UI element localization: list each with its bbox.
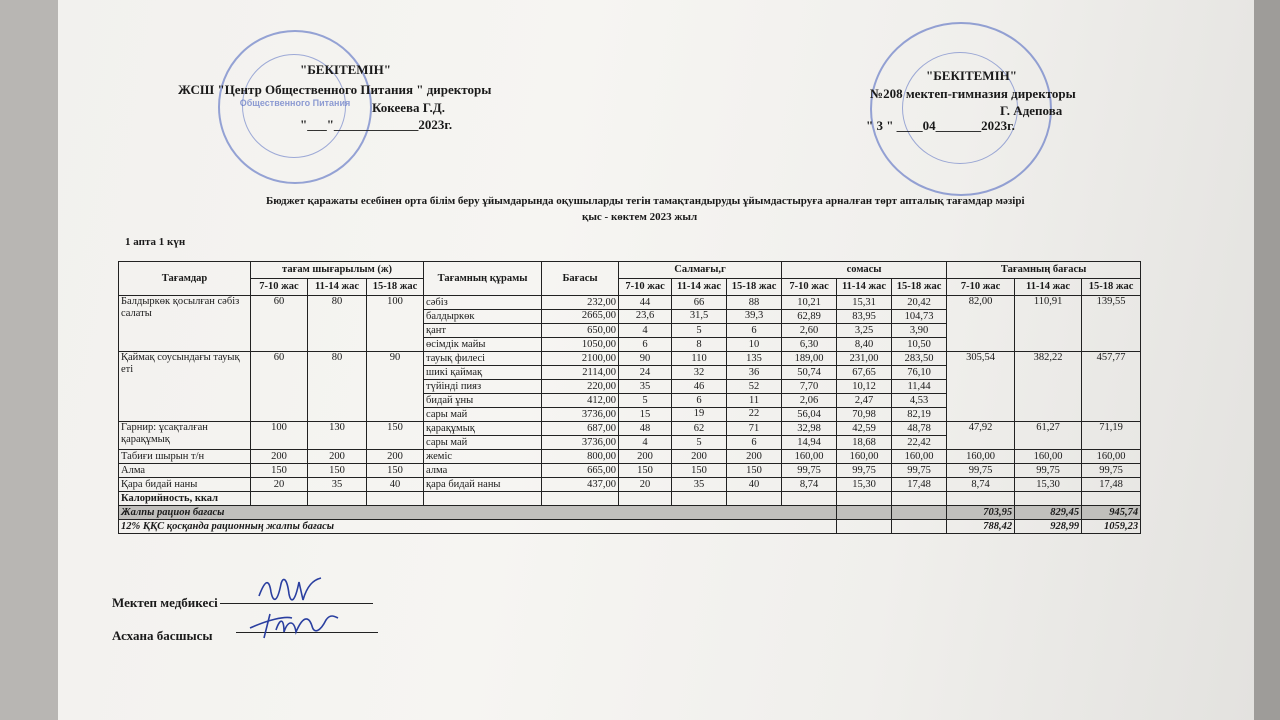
sum-cell: 99,75 xyxy=(782,464,837,478)
kitchen-head-label: Асхана басшысы xyxy=(112,628,213,643)
weight-cell: 6 xyxy=(672,394,727,408)
sum-cell: 99,75 xyxy=(837,464,892,478)
weight-cell: 48 xyxy=(619,422,672,436)
right-approval-date: " 3 " ____04_______2023г. xyxy=(866,118,1015,133)
weight-cell: 11 xyxy=(727,394,782,408)
table-row xyxy=(119,450,1141,464)
dish-total-cell: 160,00 xyxy=(1015,450,1082,464)
vat-total-label: 12% ҚҚС қосқанда рационның жалпы бағасы xyxy=(119,520,837,534)
header-age: 11-14 жас xyxy=(1015,279,1082,296)
sum-cell: 2,47 xyxy=(837,394,892,408)
right-approval-line: №208 мектеп-гимназия директоры xyxy=(870,86,1076,101)
left-approval-date: "___"_____________2023г. xyxy=(300,117,453,132)
sum-cell: 83,95 xyxy=(837,310,892,324)
header-age: 11-14 жас xyxy=(308,279,367,296)
menu-body xyxy=(119,296,1141,534)
dish-total-cell: 160,00 xyxy=(1082,450,1141,464)
sum-cell: 32,98 xyxy=(782,422,837,436)
weight-cell: 5 xyxy=(619,394,672,408)
weight-cell: 10 xyxy=(727,338,782,352)
header-age: 7-10 жас xyxy=(782,279,837,296)
output-cell: 130 xyxy=(308,422,367,450)
sum-cell: 50,74 xyxy=(782,366,837,380)
dish-total-cell: 8,74 xyxy=(947,478,1015,492)
sum-cell: 17,48 xyxy=(892,478,947,492)
sum-cell: 7,70 xyxy=(782,380,837,394)
header-composition: Тағамның құрамы xyxy=(424,262,542,296)
output-cell: 20 xyxy=(251,478,308,492)
ingredient-cell: балдыркөк xyxy=(424,310,542,324)
output-cell: 60 xyxy=(251,296,308,352)
price-cell: 220,00 xyxy=(542,380,619,394)
weight-cell: 4 xyxy=(619,324,672,338)
sum-cell: 10,50 xyxy=(892,338,947,352)
total-label: Жалпы рацион бағасы xyxy=(119,506,837,520)
header-age: 7-10 жас xyxy=(251,279,308,296)
sum-cell: 3,90 xyxy=(892,324,947,338)
header-output: тағам шығарылым (ж) xyxy=(251,262,424,279)
output-cell: 60 xyxy=(251,352,308,422)
weight-cell: 52 xyxy=(727,380,782,394)
output-cell: 80 xyxy=(308,352,367,422)
vat-total-value: 928,99 xyxy=(1015,520,1082,534)
dish-total-cell: 99,75 xyxy=(947,464,1015,478)
header-age: 15-18 жас xyxy=(892,279,947,296)
sum-cell: 15,31 xyxy=(837,296,892,310)
output-cell: 80 xyxy=(308,296,367,352)
header-weight: Салмағы,г xyxy=(619,262,782,279)
ingredient-cell: сары май xyxy=(424,436,542,450)
dish-total-cell: 15,30 xyxy=(1015,478,1082,492)
dish-total-cell: 305,54 xyxy=(947,352,1015,422)
price-cell: 412,00 xyxy=(542,394,619,408)
weight-cell: 40 xyxy=(727,478,782,492)
sum-cell: 8,74 xyxy=(782,478,837,492)
weight-cell: 4 xyxy=(619,436,672,450)
sum-cell: 14,94 xyxy=(782,436,837,450)
weight-cell: 20 xyxy=(619,478,672,492)
calories-label: Калорийность, ккал xyxy=(119,492,251,506)
weight-cell: 88 xyxy=(727,296,782,310)
menu-table xyxy=(118,261,1141,534)
header-age: 11-14 жас xyxy=(837,279,892,296)
price-cell: 687,00 xyxy=(542,422,619,436)
ingredient-cell: жеміс xyxy=(424,450,542,464)
output-cell: 150 xyxy=(251,464,308,478)
ingredient-cell: шикі қаймақ xyxy=(424,366,542,380)
price-cell: 232,00 xyxy=(542,296,619,310)
document-title: Бюджет қаражаты есебінен орта білім беру ұйымдарында оқушыларды тегін тамақтандыруды ұйымдастыруға арналған төрт апталық тағамдар мәзірі xyxy=(266,195,1025,207)
sum-cell: 8,40 xyxy=(837,338,892,352)
total-row xyxy=(119,506,1141,520)
sum-cell: 189,00 xyxy=(782,352,837,366)
sum-cell: 283,50 xyxy=(892,352,947,366)
header-age: 15-18 жас xyxy=(367,279,424,296)
dish-total-cell: 71,19 xyxy=(1082,422,1141,450)
left-approval-name: Кокеева Г.Д. xyxy=(372,100,446,115)
price-cell: 1050,00 xyxy=(542,338,619,352)
output-cell: 150 xyxy=(367,464,424,478)
table-row xyxy=(119,478,1141,492)
table-row xyxy=(119,352,1141,366)
dish-name: Қаймақ соусындағы тауық еті xyxy=(119,352,251,422)
weight-cell: 5 xyxy=(672,324,727,338)
price-cell: 650,00 xyxy=(542,324,619,338)
ingredient-cell: қара бидай наны xyxy=(424,478,542,492)
sum-cell: 15,30 xyxy=(837,478,892,492)
vat-total-value: 788,42 xyxy=(947,520,1015,534)
sum-cell: 20,42 xyxy=(892,296,947,310)
ingredient-cell: қант xyxy=(424,324,542,338)
weight-cell: 39,3 xyxy=(727,310,782,324)
dish-total-cell: 457,77 xyxy=(1082,352,1141,422)
ingredient-cell: сәбіз xyxy=(424,296,542,310)
weight-cell: 6 xyxy=(619,338,672,352)
dish-total-cell: 61,27 xyxy=(1015,422,1082,450)
weight-cell: 150 xyxy=(619,464,672,478)
output-cell: 35 xyxy=(308,478,367,492)
sum-cell: 104,73 xyxy=(892,310,947,324)
output-cell: 200 xyxy=(367,450,424,464)
calories-row xyxy=(119,492,1141,506)
output-cell: 40 xyxy=(367,478,424,492)
right-approval-name: Г. Адепова xyxy=(1000,103,1063,118)
weight-cell: 150 xyxy=(727,464,782,478)
vat-total-row xyxy=(119,520,1141,534)
sum-cell: 18,68 xyxy=(837,436,892,450)
weight-cell: 110 xyxy=(672,352,727,366)
sum-cell: 11,44 xyxy=(892,380,947,394)
output-cell: 90 xyxy=(367,352,424,422)
sum-cell: 6,30 xyxy=(782,338,837,352)
header-dishes: Тағамдар xyxy=(119,262,251,296)
weight-cell: 200 xyxy=(619,450,672,464)
dish-total-cell: 160,00 xyxy=(947,450,1015,464)
ingredient-cell: тауық филесі xyxy=(424,352,542,366)
dish-total-cell: 110,91 xyxy=(1015,296,1082,352)
left-approval-line: ЖСШ "Центр Общественного Питания " директоры xyxy=(178,82,492,97)
weight-cell: 22 xyxy=(727,408,782,422)
header-age: 11-14 жас xyxy=(672,279,727,296)
document-subtitle: қыс - көктем 2023 жыл xyxy=(582,211,698,223)
sum-cell: 62,89 xyxy=(782,310,837,324)
ingredient-cell: сары май xyxy=(424,408,542,422)
weight-cell: 15 xyxy=(619,408,672,422)
sum-cell: 42,59 xyxy=(837,422,892,436)
week-label: 1 апта 1 күн xyxy=(125,236,186,248)
left-approval-heading: "БЕКІТЕМІН" xyxy=(300,62,391,77)
sum-cell: 10,21 xyxy=(782,296,837,310)
weight-cell: 36 xyxy=(727,366,782,380)
weight-cell: 150 xyxy=(672,464,727,478)
table-row xyxy=(119,422,1141,436)
sum-cell: 3,25 xyxy=(837,324,892,338)
left-stamp-text: Общественного Питания xyxy=(239,98,351,108)
weight-cell: 135 xyxy=(727,352,782,366)
weight-cell: 32 xyxy=(672,366,727,380)
dish-name: Балдыркөк қосылған сәбіз салаты xyxy=(119,296,251,352)
price-cell: 800,00 xyxy=(542,450,619,464)
dish-name: Алма xyxy=(119,464,251,478)
weight-cell: 71 xyxy=(727,422,782,436)
weight-cell: 6 xyxy=(727,436,782,450)
sum-cell: 22,42 xyxy=(892,436,947,450)
sum-cell: 70,98 xyxy=(837,408,892,422)
right-approval-heading: "БЕКІТЕМІН" xyxy=(926,68,1017,83)
sum-cell: 82,19 xyxy=(892,408,947,422)
dish-total-cell: 139,55 xyxy=(1082,296,1141,352)
sum-cell: 67,65 xyxy=(837,366,892,380)
table-row xyxy=(119,296,1141,310)
weight-cell: 5 xyxy=(672,436,727,450)
dish-total-cell: 99,75 xyxy=(1082,464,1141,478)
price-cell: 2665,00 xyxy=(542,310,619,324)
left-round-stamp xyxy=(218,30,372,184)
ingredient-cell: қарақұмық xyxy=(424,422,542,436)
sum-cell: 99,75 xyxy=(892,464,947,478)
sum-cell: 231,00 xyxy=(837,352,892,366)
dish-total-cell: 382,22 xyxy=(1015,352,1082,422)
school-nurse-signature xyxy=(255,574,325,610)
price-cell: 3736,00 xyxy=(542,436,619,450)
ingredient-cell: алма xyxy=(424,464,542,478)
kitchen-head-signature xyxy=(248,608,340,644)
weight-cell: 35 xyxy=(672,478,727,492)
price-cell: 665,00 xyxy=(542,464,619,478)
sum-cell: 76,10 xyxy=(892,366,947,380)
dish-total-cell: 82,00 xyxy=(947,296,1015,352)
ingredient-cell: түйінді пияз xyxy=(424,380,542,394)
output-cell: 100 xyxy=(251,422,308,450)
sum-cell: 4,53 xyxy=(892,394,947,408)
weight-cell: 6 xyxy=(727,324,782,338)
header-age: 15-18 жас xyxy=(1082,279,1141,296)
dish-name: Гарнир: ұсақталған қарақұмық xyxy=(119,422,251,450)
weight-cell: 23,6 xyxy=(619,310,672,324)
sum-cell: 160,00 xyxy=(782,450,837,464)
price-cell: 437,00 xyxy=(542,478,619,492)
table-row xyxy=(119,464,1141,478)
sum-cell: 10,12 xyxy=(837,380,892,394)
weight-cell: 62 xyxy=(672,422,727,436)
weight-cell: 66 xyxy=(672,296,727,310)
sum-cell: 48,78 xyxy=(892,422,947,436)
weight-cell: 24 xyxy=(619,366,672,380)
output-cell: 200 xyxy=(251,450,308,464)
ingredient-cell: бидай ұны xyxy=(424,394,542,408)
dish-total-cell: 17,48 xyxy=(1082,478,1141,492)
weight-cell: 19 xyxy=(672,408,727,422)
weight-cell: 44 xyxy=(619,296,672,310)
header-dish-price: Тағамның бағасы xyxy=(947,262,1141,279)
ingredient-cell: өсімдік майы xyxy=(424,338,542,352)
weight-cell: 31,5 xyxy=(672,310,727,324)
dish-name: Табиғи шырын т/н xyxy=(119,450,251,464)
output-cell: 150 xyxy=(308,464,367,478)
header-price: Бағасы xyxy=(542,262,619,296)
price-cell: 2100,00 xyxy=(542,352,619,366)
weight-cell: 8 xyxy=(672,338,727,352)
weight-cell: 46 xyxy=(672,380,727,394)
total-value: 829,45 xyxy=(1015,506,1082,520)
total-value: 703,95 xyxy=(947,506,1015,520)
dish-total-cell: 47,92 xyxy=(947,422,1015,450)
sum-cell: 160,00 xyxy=(892,450,947,464)
output-cell: 200 xyxy=(308,450,367,464)
weight-cell: 200 xyxy=(727,450,782,464)
output-cell: 100 xyxy=(367,296,424,352)
header-sum: сомасы xyxy=(782,262,947,279)
header-age: 7-10 жас xyxy=(947,279,1015,296)
school-nurse-label: Мектеп медбикесі xyxy=(112,595,218,610)
sum-cell: 2,60 xyxy=(782,324,837,338)
desk-background xyxy=(0,0,60,720)
price-cell: 2114,00 xyxy=(542,366,619,380)
weight-cell: 35 xyxy=(619,380,672,394)
sum-cell: 56,04 xyxy=(782,408,837,422)
dish-total-cell: 99,75 xyxy=(1015,464,1082,478)
output-cell: 150 xyxy=(367,422,424,450)
weight-cell: 200 xyxy=(672,450,727,464)
sum-cell: 160,00 xyxy=(837,450,892,464)
desk-background-right xyxy=(1254,0,1280,720)
sum-cell: 2,06 xyxy=(782,394,837,408)
price-cell: 3736,00 xyxy=(542,408,619,422)
weight-cell: 90 xyxy=(619,352,672,366)
vat-total-value: 1059,23 xyxy=(1082,520,1141,534)
dish-name: Қара бидай наны xyxy=(119,478,251,492)
header-age: 15-18 жас xyxy=(727,279,782,296)
header-age: 7-10 жас xyxy=(619,279,672,296)
total-value: 945,74 xyxy=(1082,506,1141,520)
